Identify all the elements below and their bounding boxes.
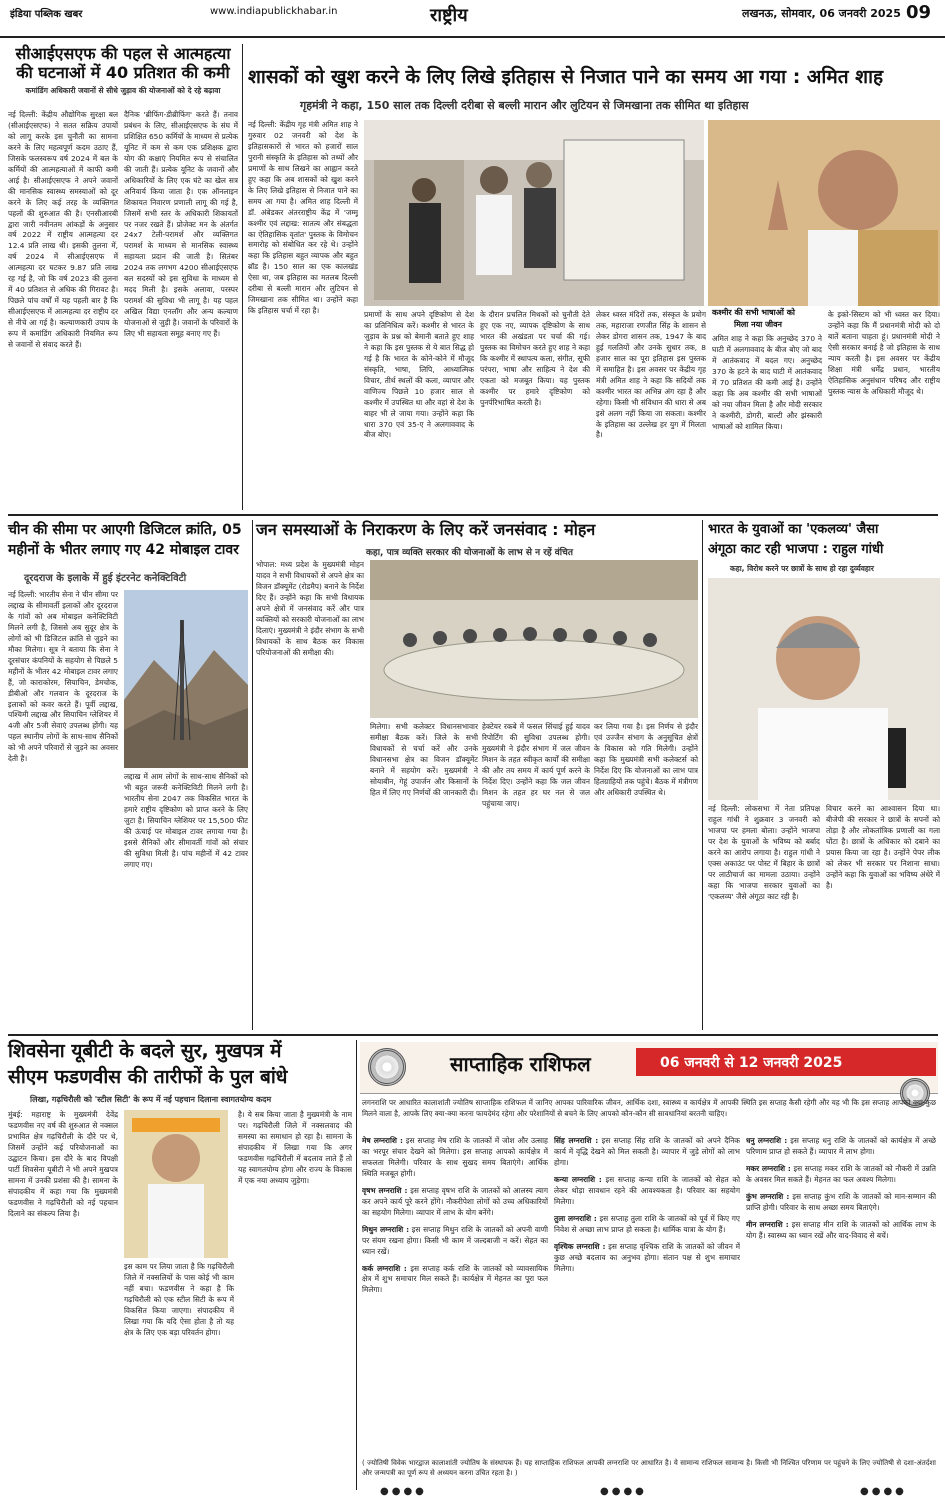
ladakh-text-col-1: नई दिल्ली: भारतीय सेना ने चीन सीमा पर लद्दाख के सीमावर्ती इलाकों और दूरदराज के गांवों को अब मोबाइल कनेक्टिविटी मिलने लगी है, जिससे अब सुदूर क्षेत्र के लोगों को भी डिजिटल क्रांति से जुड़ने का मौका मिलेगा। सूत्र ने बताया कि सेना ने दूरसंचार कंपनियों के सहयोग से पिछले 5 महीनों के भीतर 42 मोबाइल टावर लगाए हैं, जो काराकोरम, सियाचिन, डेमचोक, डीबीओ और गलवान के दूरदराज के इलाकों को कवर करते हैं। पूर्वी लद्दाख, पश्चिमी लद्दाख और सियाचिन ग्लेशियर में 4जी और 5जी सेवाएं उपलब्ध होंगी। यह पहल स्थानीय लोगों के साथ-साथ सैनिकों को भी अपने परिवारों से जुड़ने का अवसर देती है। <box>8 590 118 764</box>
rashifal-col-3 <box>746 1136 936 1456</box>
rashi-name: वृश्चिक लग्नराशि : <box>554 1241 606 1251</box>
rashi-name: मिथुन लग्नराशि : <box>362 1224 410 1234</box>
rashi-text: इस सप्ताह सिंह राशि के जातकों को अपने दैनिक कार्य में वृद्धि देखने को मिल सकती है। व्यापार में जुड़े लोगों को लाभ होगा। <box>554 1136 740 1167</box>
rashi-item <box>554 1214 740 1236</box>
ladakh-tower-photo <box>124 590 248 768</box>
shah-book-launch-photo <box>364 120 704 306</box>
shah-text-col-5: अमित शाह ने कहा कि अनुच्छेद 370 ने घाटी में अलगाववाद के बीज बोए जो बाद में आतंकवाद में बदल गए। अनुच्छेद 370 के हटने के बाद घाटी में आतंकवाद में 70 प्रतिशत की कमी आई है। उन्होंने कहा कि अब कश्मीर की सभी भाषाओं को नया जीवन मिला है और मोदी सरकार ने कश्मीरी, डोगरी, बाल्टी और झंस्कारी भाषाओं को शामिल किया। <box>712 334 822 431</box>
rashi-text: इस सप्ताह मिथुन राशि के जातकों को अपनी वाणी पर संयम रखना होगा। किसी भी काम में जल्दबाजी न करें। सेहत का ध्यान रखें। <box>362 1224 548 1256</box>
rashifal-col-1 <box>362 1136 548 1456</box>
shah-headline: शासकों को खुश करने के लिए लिखे इतिहास से निजात पाने का समय आ गया : अमित शाह <box>248 66 884 88</box>
cisf-subheadline: कमांडिंग अधिकारी जवानों से सीधे जुड़ाव की योजनाओं को दे रहे बढ़ावा <box>25 86 221 96</box>
shah-text-col-6: के इको-सिस्टम को भी ध्वस्त कर दिया। उन्होंने कहा कि मैं प्रधानमंत्री मोदी को दो बातें बताना चाहता हूं। प्रधानमंत्री मोदी ने ऐसी सरकार बनाई है जो इतिहास के साथ न्याय करती है। इस अवसर पर केंद्रीय शिक्षा मंत्री धर्मेंद्र प्रधान, भारतीय ऐतिहासिक अनुसंधान परिषद और राष्ट्रीय पुस्तक न्यास के अधिकारी मौजूद थे। <box>828 310 940 396</box>
rashi-name: सिंह लग्नराशि : <box>554 1136 599 1145</box>
dateline: लखनऊ, सोमवार, 06 जनवरी 2025 <box>742 7 901 20</box>
rashi-name: धनु लग्नराशि : <box>746 1136 788 1145</box>
rashi-text: इस सप्ताह तुला राशि के जातकों को पूर्व में किए गए निवेश से अच्छा लाभ प्राप्त हो सकता है। धार्मिक यात्रा के योग हैं। <box>554 1213 740 1234</box>
shivsena-text-col-1: मुंबई: महाराष्ट्र के मुख्यमंत्री देवेंद्र फडणवीस नए वर्ष की शुरुआत से नक्सल प्रभावित क्षेत्र गढ़चिरौली के दौरे पर थे, जिसमें उन्होंने कई परियोजनाओं का उद्घाटन किया। इस दौरे के बाद विपक्षी पार्टी शिवसेना यूबीटी ने भी अपने मुखपत्र सामना में उनकी प्रशंसा की है। सामना के संपादकीय में कहा गया कि मुख्यमंत्री फडणवीस ने गढ़चिरौली को नई पहचान दिलाने का संकल्प लिया है। <box>8 1110 118 1218</box>
rashi-item <box>554 1136 740 1169</box>
shivsena-subheadline: लिखा, गढ़चिरौली को 'स्टील सिटी' के रूप में नई पहचान दिलाना स्वागतयोग्य कदम <box>30 1095 272 1104</box>
rashifal-intro: लगनराशि पर आधारित कालाशांती ज्योतिष साप्ताहिक राशिफल में जानिए आपका पारिवारिक जीवन, आर्थिक दशा, स्वास्थ्य व कार्यक्षेत्र में आपकी स्थिति इस सप्ताह कैसी रहेगी और यह भी कि इस सप्ताह आपको क्या-कुछ मिलने वाला है, आपके लिए क्या-क्या करना फायदेमंद रहेगा और परेशानियों से बचने के लिए आपको कौन-कौन सी सावधानियां बरतनी चाहिए। <box>362 1098 936 1118</box>
zodiac-wheel-icon <box>368 1048 406 1086</box>
shivsena-headline-2: सीएम फडणवीस की तारीफों के पुल बांधे <box>8 1066 288 1088</box>
page-number: 09 <box>906 2 932 23</box>
rahul-headline-1: भारत के युवाओं का 'एकलव्य' जैसा <box>708 522 879 537</box>
shah-text-col-3: के दौरान प्रचलित मिथकों को चुनौती देते हुए एक नए, व्यापक दृष्टिकोण के साथ भारत की अखंडता पर चर्चा की गई। पुस्तक का विमोचन करते हुए शाह ने कहा कि कश्मीर में स्थापत्य कला, संगीत, सूफी परंपरा, भाषा और साहित्य ने देश की एकता को मजबूत किया। यह पुस्तक कश्मीर पर हमारे दृष्टिकोण को पुनर्परिभाषित करती है। <box>480 310 590 407</box>
rahul-headline-2: अंगूठा काट रही भाजपा : राहुल गांधी <box>708 542 884 557</box>
rashi-text: इस सप्ताह मेष राशि के जातकों में जोश और उत्साह का भरपूर संचार देखने को मिलेगा। इस सप्ताह आपको कार्यक्षेत्र में सफलता मिलेगी। परिवार के साथ सुखद समय बिताएंगे। आर्थिक स्थिति मजबूत होगी। <box>362 1136 548 1178</box>
rashi-item <box>362 1225 548 1258</box>
paper-name: इंडिया पब्लिक खबर <box>10 9 83 20</box>
rahul-subheadline: कहा, विरोध करने पर छात्रों के साथ हो रहा दुर्व्यवहार <box>730 564 874 573</box>
rashi-item <box>746 1220 936 1242</box>
divider <box>8 1034 938 1036</box>
decorative-dots: ●●●● <box>860 1486 907 1497</box>
rashi-name: कन्या लग्नराशि : <box>554 1174 602 1184</box>
rashi-item <box>746 1192 936 1214</box>
section-title: राष्ट्रीय <box>430 5 468 26</box>
rashifal-banner <box>360 1042 938 1094</box>
rashifal-col-2 <box>554 1136 740 1456</box>
page-header <box>0 0 945 38</box>
cisf-text-col-1: नई दिल्ली: केंद्रीय औद्योगिक सुरक्षा बल (सीआईएसएफ) ने सतत सक्रिय उपायों को लागू करके इस चुनौती का सामना करने के लिए महत्वपूर्ण कदम उठाए हैं, जिसके फलस्वरूप वर्ष 2024 में बल के कर्मियों की आत्महत्याओं में काफी कमी आई है। सीआईएसएफ ने अपने जवानों की मानसिक स्वास्थ्य समस्याओं को दूर करने के लिए कई तरह के व्यक्तिगत पहलों की शुरुआत की है। एनसीआरबी द्वारा जारी नवीनतम आंकड़ों के अनुसार वर्ष 2022 में राष्ट्रीय आत्महत्या दर 12.4 प्रति लाख थी। इसकी तुलना में, वर्ष 2024 में सीआईएसएफ में आत्महत्या दर घटकर 9.87 प्रति लाख रह गई है, जो कि वर्ष 2023 की तुलना में 40 प्रतिशत से अधिक की गिरावट है। पिछले पांच वर्षों में यह पहली बार है कि सीआईएसएफ में आत्महत्या दर राष्ट्रीय दर से नीचे आ गई है। कल्याणकारी उपाय के रूप में कमांडिंग अधिकारी नियमित रूप से जवानों से संवाद करते हैं। <box>8 110 118 350</box>
shah-text-col-2: प्रमाणों के साथ अपने दृष्टिकोण से देश का प्रतिनिधित्व करें। कश्मीर से भारत के जुड़ाव के प्रश्न को बेमानी बताते हुए शाह ने कहा कि इस पुस्तक से ये बात सिद्ध हो गई है कि भारत के कोने-कोने में मौजूद संस्कृति, भाषा, लिपि, आध्यात्मिक विचार, तीर्थ स्थलों की कला, व्यापार और वाणिज्य पिछले 10 हजार साल से कश्मीर में उपस्थित था और वहां से देश के बाहर भी ले जाया गया। उन्होंने कहा कि धारा 370 एवं 35-ए ने अलगाववाद के बीज बोए। <box>364 310 474 440</box>
shah-portrait-photo <box>708 120 940 306</box>
cisf-headline-2: की घटनाओं में 40 प्रतिशत की कमी <box>16 63 230 83</box>
rashifal-date: 06 जनवरी से 12 जनवरी 2025 <box>636 1048 936 1076</box>
shah-subheadline: गृहमंत्री ने कहा, 150 साल तक दिल्ली दरीबा से बल्ली मारान और लुटियन से जिमखाना तक सीमित था इतिहास <box>300 99 749 112</box>
rashi-item <box>746 1164 936 1186</box>
divider <box>252 520 253 1030</box>
rashi-text: इस सप्ताह कुंभ राशि के जातकों को मान-सम्मान की प्राप्ति होगी। परिवार के साथ अच्छा समय बिताएंगे। <box>746 1191 936 1212</box>
shivsena-headline-1: शिवसेना यूबीटी के बदले सुर, मुखपत्र में <box>8 1040 282 1062</box>
cisf-text-col-2: दैनिक 'ब्रीफिंग-डीब्रीफिंग' करते हैं। तनाव प्रबंधन के लिए, सीआईएसएफ के संघ में प्रशिक्षित 650 कर्मियों के माध्यम से प्रत्येक यूनिट में कम से कम एक प्रशिक्षक द्वारा योग की कक्षाएं नियमित रूप से संचालित की जाती हैं। प्रत्येक यूनिट के जवानों और अधिकारियों के लिए एक घंटे का खेल सत्र अनिवार्य किया जाता है। एक ऑनलाइन शिकायत निवारण प्रणाली लागू की गई है, जिसमें सभी स्तर के अधिकारी शिकायतों पर नजर रखते हैं। प्रोजेक्ट मन के अंतर्गत 24x7 टेली-परामर्श और व्यक्तिगत परामर्श के माध्यम से मानसिक स्वास्थ्य सहायता प्रदान की जाती है। सितंबर 2024 तक लगभग 4200 सीआईएसएफ बल सदस्यों को इस सुविधा के माध्यम से मदद मिली है। इसके अलावा, परस्पर परामर्श की सुविधा भी लागू है। यह पहल अखिल विद्या एनलॉग और अन्य कल्याण योजनाओं से जुड़ी है। जवानों के परिवारों के लिए भी सहायता समूह बनाए गए हैं। <box>124 110 238 339</box>
decorative-dots: ●●●● <box>380 1486 427 1497</box>
rahul-text-col-1: नई दिल्ली: लोकसभा में नेता प्रतिपक्ष राहुल गांधी ने शुक्रवार 3 जनवरी को भाजपा पर हमला बोला। उन्होंने भाजपा पर देश के युवाओं के भविष्य को बर्बाद करने का आरोप लगाया है। राहुल गांधी ने एक्स अकाउंट पर पोस्ट में बिहार के छात्रों पर लाठीचार्ज का मामला उठाया। उन्होंने कहा कि भाजपा सरकार युवाओं का 'एकलव्य' जैसे अंगूठा काट रही है। <box>708 804 820 901</box>
rashi-item <box>554 1242 740 1275</box>
shivsena-text-col-2: इस काम पर लिया जाता है कि गढ़चिरौली जिले में नक्सलियों के पास कोई भी काम नहीं बचा। फडणवीस ने कहा है कि गढ़चिरौली को एक स्टील सिटी के रूप में विकसित किया जाएगा। संपादकीय में लिखा गया कि यदि ऐसा होता है तो यह क्षेत्र के लिए एक बड़ा परिवर्तन होगा। <box>124 1262 234 1337</box>
shah-text-col-4: लेकर ध्वस्त मंदिरों तक, संस्कृत के प्रयोग तक, महाराजा रणजीत सिंह के शासन से लेकर डोगरा शासन तक, 1947 के बाद हुई गलतियों और उनके सुधार तक, 8 हजार साल का पूरा इतिहास इस पुस्तक में समाहित है। इस अवसर पर केंद्रीय गृह मंत्री अमित शाह ने कहा कि सदियों तक कश्मीर भारत का अभिन्न अंग रहा है और रहेगा। किसी भी संविधान की धारा से अब इसे अलग नहीं किया जा सकता। कश्मीर के इतिहास का उल्लेख हर युग में मिलता है। <box>596 310 706 440</box>
ladakh-headline-1: चीन की सीमा पर आएगी डिजिटल क्रांति, 05 <box>8 522 242 538</box>
mohan-text-col-4: कर लिया गया है। इस निर्णय से इंदौर एवं उज्जैन संभाग के अनुसूचित क्षेत्रों के विकास को गति मिलेगी। उन्होंने कहा कि मुख्यमंत्री सभी कलेक्टर्स को निर्देश दिए कि योजनाओं का लाभ पात्र हितग्राहियों तक पहुंचे। बैठक में मंत्रीगण और अधिकारी उपस्थित थे। <box>594 722 698 797</box>
shah-caption-2: मिला नया जीवन <box>734 320 782 329</box>
rashi-name: मेष लग्नराशि : <box>362 1136 403 1145</box>
rashi-text: इस सप्ताह वृश्चिक राशि के जातकों को जीवन में कुछ अच्छे बदलाव का अनुभव होगा। संतान पक्ष से शुभ समाचार मिलेगा। <box>554 1241 740 1273</box>
ladakh-text-col-2: लद्दाख में आम लोगों के साथ-साथ सैनिकों को भी बहुत जरूरी कनेक्टिविटी मिलने लगी है। भारतीय सेना 2047 तक विकसित भारत के हमारे राष्ट्रीय दृष्टिकोण को प्राप्त करने के लिए जुटा है। सियाचिन ग्लेशियर पर 15,500 फीट की ऊंचाई पर मोबाइल टावर लगाया गया है। इससे सैनिकों और सीमावर्ती गांवों को संचार की सुविधा मिली है। पांच महीनों में 42 टावर लगाए गए। <box>124 772 248 869</box>
rashi-item <box>746 1136 936 1158</box>
rashi-item <box>362 1186 548 1219</box>
ladakh-subheadline: दूरदराज के इलाके में हुई इंटरनेट कनेक्टिविटी <box>24 573 187 584</box>
divider <box>702 520 703 1030</box>
rashi-text: इस सप्ताह धनु राशि के जातकों को कार्यक्षेत्र में अच्छे परिणाम प्राप्त हो सकते हैं। व्यापार में लाभ होगा। <box>746 1136 936 1156</box>
rashi-text: इस सप्ताह वृषभ राशि के जातकों को आलस्य त्याग कर अपने कार्य पूरे करने होंगे। नौकरीपेशा लोगों को उच्च अधिकारियों का सहयोग मिलेगा। व्यापार में लाभ के योग बनेंगे। <box>362 1185 548 1217</box>
rashi-name: कर्क लग्नराशि : <box>362 1263 407 1273</box>
rashi-name: कुंभ लग्नराशि : <box>746 1191 790 1201</box>
rahul-text-col-2: विचार करने का आश्वासन दिया था। बीजेपी की सरकार ने छात्रों के सपनों को तोड़ा है और लोकतांत्रिक प्रणाली का गला घोंटा है। छात्रों के अधिकार को दबाने का प्रयास किया जा रहा है। उन्होंने पेपर लीक को लेकर भी सरकार पर निशाना साधा। उन्होंने कहा कि युवाओं का भविष्य अंधेरे में है। <box>826 804 940 890</box>
paper-url[interactable]: www.indiapublickhabar.in <box>210 6 338 17</box>
rashi-text: इस सप्ताह मीन राशि के जातकों को आर्थिक लाभ के योग हैं। स्वास्थ्य का ध्यान रखें और वाद-विवाद से बचें। <box>746 1219 936 1240</box>
mohan-text-col-3: हेक्टेयर रकबे में फसल सिंचाई हुई यादव रिपोर्टिंग की सुविधा उपलब्ध होगी। मुख्यमंत्री ने इंदौर संभाग में जल जीवन मिशन के तहत स्वीकृत कार्यों की समीक्षा की और तय समय में कार्य पूर्ण करने के निर्देश दिए। उन्होंने कहा कि जल जीवन मिशन के तहत हर घर नल से जल पहुंचाया जाए। <box>482 722 590 808</box>
mohan-headline: जन समस्याओं के निराकरण के लिए करें जनसंवाद : मोहन <box>256 520 596 539</box>
mohan-text-col-2: मिलेगा। सभी कलेक्टर विधानसभावार समीक्षा बैठक करें। जिले के सभी विधायकों से चर्चा करें और उनके विधानसभा क्षेत्र का विजन डॉक्यूमेंट बनाने में सहयोग करें। मुख्यमंत्री ने सोयाबीन, गेहूं उपार्जन और किसानों के हित में लिए गए निर्णयों की जानकारी दी। <box>370 722 478 797</box>
decorative-dots: ●●●● <box>600 1486 647 1497</box>
shivsena-text-col-3: है। ये सब किया जाता है मुख्यमंत्री के नाम पर। गढ़चिरौली जिले में नक्सलवाद की समस्या का समाधान हो रहा है। सामना के संपादकीय में लिखा गया कि अगर फडणवीस गढ़चिरौली में बदलाव लाते हैं तो यह स्वागतयोग्य होगा और राज्य के विकास में एक नया अध्याय जुड़ेगा। <box>238 1110 352 1185</box>
shah-text-col-1: नई दिल्ली: केंद्रीय गृह मंत्री अमित शाह ने गुरुवार 02 जनवरी को देश के इतिहासकारों से भारत को हजारों साल पुरानी संस्कृति के इतिहास को तथ्यों और प्रमाणों के साथ लिखने का आह्वान करते हुए कहा कि अब शासकों को खुश करने के लिए लिखे इतिहास से निजात पाने का समय आ गया है। अमित शाह दिल्ली में डॉ. अंबेडकर अंतरराष्ट्रीय केंद्र में 'जम्मू कश्मीर एवं लद्दाख: सातत्य और संबद्धता का ऐतिहासिक वृतांत' पुस्तक के विमोचन समारोह को संबोधित कर रहे थे। उन्होंने कहा कि इतिहास बहुत व्यापक और बहुत ब्रॉड है। 150 साल का एक कालखंड ऐसा था, जब इतिहास का मतलब दिल्ली दरीबा से बल्ली मारान और लुटियन से जिमखाना तक सीमित था। उन्होंने कहा कि इतिहास चर्चा में रहा है। <box>248 120 358 316</box>
mohan-subheadline: कहा, पात्र व्यक्ति सरकार की योजनाओं के लाभ से न रहें वंचित <box>366 548 573 558</box>
fadnavis-photo <box>124 1110 228 1258</box>
divider <box>8 514 938 516</box>
rashifal-footer-note: ( ज्योतिषी विवेक भारद्वाज कालाशांती ज्योतिष के संस्थापक हैं। यह साप्ताहिक राशिफल आपकी लग्नराशि पर आधारित है। ये सामान्य राशिफल सामान्य है। किसी भी निश्चित परिणाम पर पहुंचने के लिए ज्योतिषी से दशा-अंतर्दशा और जन्मपत्री का पूर्ण रूप से अध्ययन करना उचित रहता है। ) <box>362 1459 936 1478</box>
mohan-meeting-photo <box>370 560 698 718</box>
rashi-text: इस सप्ताह कन्या राशि के जातकों को सेहत को लेकर थोड़ा सावधान रहने की आवश्यकता है। परिवार का सहयोग मिलेगा। <box>554 1174 740 1206</box>
divider <box>242 44 243 510</box>
shah-caption-1: कश्मीर की सभी भाषाओं को <box>712 308 795 317</box>
rashi-name: तुला लग्नराशि : <box>554 1213 597 1223</box>
rashi-item <box>554 1175 740 1208</box>
rashi-text: इस सप्ताह कर्क राशि के जातकों को व्यावसायिक क्षेत्र में शुभ समाचार मिल सकते हैं। कार्यक्षेत्र में मेहनत का पूरा फल मिलेगा। <box>362 1263 548 1295</box>
mohan-text-col-1: भोपाल: मध्य प्रदेश के मुख्यमंत्री मोहन यादव ने सभी विधायकों से अपने क्षेत्र का विजन डॉक्यूमेंट (रोडमैप) बनाने के निर्देश दिए हैं। उन्होंने कहा कि सभी विधायक अपने क्षेत्रों में जनसंवाद करें और पात्र व्यक्तियों को सरकारी योजनाओं का लाभ दिलाएं। मुख्यमंत्री ने इंदौर संभाग के सभी विधायकों के साथ बैठक कर विकास परियोजनाओं की समीक्षा की। <box>256 560 364 657</box>
rashifal-title: साप्ताहिक राशिफल <box>450 1052 591 1076</box>
rashi-item <box>362 1264 548 1297</box>
rashi-name: वृषभ लग्नराशि : <box>362 1185 408 1195</box>
cisf-headline-1: सीआईएसएफ की पहल से आत्महत्या <box>15 44 231 63</box>
rashi-text: इस सप्ताह मकर राशि के जातकों को नौकरी में उन्नति के अवसर मिल सकते हैं। मेहनत का फल अवश्य मिलेगा। <box>746 1163 936 1184</box>
rahul-photo <box>708 578 940 800</box>
divider <box>356 1040 357 1490</box>
rashi-name: मीन लग्नराशि : <box>746 1219 789 1229</box>
ladakh-headline-2: महीनों के भीतर लगाए गए 42 मोबाइल टावर <box>8 542 239 558</box>
rashi-item <box>362 1136 548 1180</box>
rashi-name: मकर लग्नराशि : <box>746 1163 791 1173</box>
